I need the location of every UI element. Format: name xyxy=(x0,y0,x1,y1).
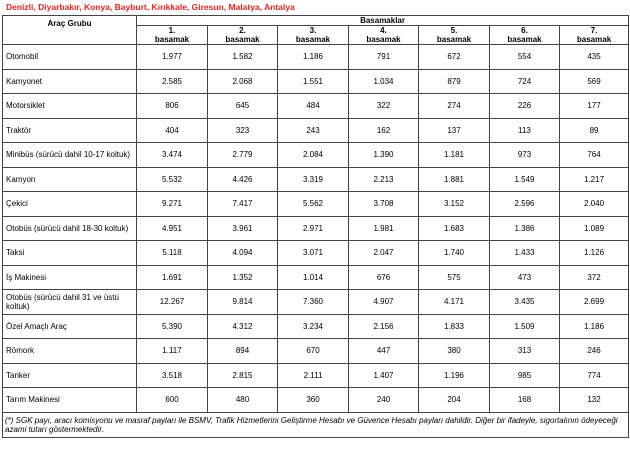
premium-value-cell: 724 xyxy=(490,69,560,94)
premium-value-cell: 322 xyxy=(349,94,419,119)
premium-value-cell: 774 xyxy=(560,363,629,388)
step-label: basamak xyxy=(295,35,331,44)
premium-value-cell: 670 xyxy=(278,339,349,364)
premium-value-cell: 2.084 xyxy=(278,143,349,168)
vehicle-group-cell: Motorsiklet xyxy=(3,94,137,119)
premium-value-cell: 1.881 xyxy=(419,167,490,192)
step-number: 3. xyxy=(309,26,317,35)
premium-value-cell: 132 xyxy=(560,388,629,413)
premium-value-cell: 1.740 xyxy=(419,241,490,266)
premium-value-cell: 323 xyxy=(208,118,278,143)
premium-value-cell: 1.509 xyxy=(490,314,560,339)
premium-value-cell: 3.474 xyxy=(137,143,208,168)
premium-value-cell: 5.118 xyxy=(137,241,208,266)
table-row xyxy=(3,216,629,241)
step-column-header xyxy=(419,26,490,45)
premium-value-cell: 177 xyxy=(560,94,629,119)
premium-value-cell: 3.152 xyxy=(419,192,490,217)
premium-value-cell: 3.518 xyxy=(137,363,208,388)
premium-value-cell: 2.068 xyxy=(208,69,278,94)
table-body xyxy=(3,45,629,413)
step-number: 7. xyxy=(590,26,598,35)
premium-value-cell: 1.089 xyxy=(560,216,629,241)
premium-value-cell: 3.071 xyxy=(278,241,349,266)
premium-value-cell: 1.014 xyxy=(278,265,349,290)
premium-value-cell: 1.549 xyxy=(490,167,560,192)
premium-value-cell: 404 xyxy=(137,118,208,143)
step-column-header xyxy=(137,26,208,45)
premium-value-cell: 3.708 xyxy=(349,192,419,217)
footnote: (*) SGK payı, aracı komisyonu ve masraf payları ile BSMV, Trafik Hizmetlerini Geliştirme Hesabı ve Güvence Hesabı payları dahildir. Diğer bir ifadeyle, sigortalının ödeyeceği azami tutarı göstermektedir. xyxy=(3,412,629,437)
table-row xyxy=(3,69,629,94)
vehicle-group-cell: Traktör xyxy=(3,118,137,143)
premium-value-cell: 7.360 xyxy=(278,290,349,315)
table-row xyxy=(3,94,629,119)
premium-value-cell: 2.047 xyxy=(349,241,419,266)
premium-value-cell: 554 xyxy=(490,45,560,70)
premium-value-cell: 9.271 xyxy=(137,192,208,217)
premium-value-cell: 1.186 xyxy=(278,45,349,70)
premium-value-cell: 676 xyxy=(349,265,419,290)
premium-value-cell: 4.907 xyxy=(349,290,419,315)
premium-value-cell: 162 xyxy=(349,118,419,143)
vehicle-group-cell: Taksi xyxy=(3,241,137,266)
premium-value-cell: 2.213 xyxy=(349,167,419,192)
table-row xyxy=(3,388,629,413)
premium-value-cell: 2.596 xyxy=(490,192,560,217)
premium-value-cell: 484 xyxy=(278,94,349,119)
premium-value-cell: 3.319 xyxy=(278,167,349,192)
premium-value-cell: 600 xyxy=(137,388,208,413)
premium-value-cell: 4.951 xyxy=(137,216,208,241)
premium-value-cell: 1.981 xyxy=(349,216,419,241)
vehicle-group-cell: Tanker xyxy=(3,363,137,388)
premium-value-cell: 360 xyxy=(278,388,349,413)
step-label: basamak xyxy=(576,35,612,44)
vehicle-group-cell: Çekici xyxy=(3,192,137,217)
premium-value-cell: 240 xyxy=(349,388,419,413)
step-column-header xyxy=(208,26,278,45)
table-row xyxy=(3,118,629,143)
vehicle-group-cell: İş Makinesi xyxy=(3,265,137,290)
premium-value-cell: 447 xyxy=(349,339,419,364)
vehicle-group-cell: Tarım Makinesi xyxy=(3,388,137,413)
tariff-table xyxy=(2,15,629,438)
premium-value-cell: 2.156 xyxy=(349,314,419,339)
step-number: 2. xyxy=(239,26,246,35)
premium-value-cell: 575 xyxy=(419,265,490,290)
vehicle-group-cell: Kamyonet xyxy=(3,69,137,94)
table-row xyxy=(3,314,629,339)
step-column-header xyxy=(490,26,560,45)
premium-value-cell: 973 xyxy=(490,143,560,168)
vehicle-group-cell: Kamyon xyxy=(3,167,137,192)
premium-value-cell: 1.683 xyxy=(419,216,490,241)
step-label: basamak xyxy=(225,35,260,44)
premium-value-cell: 89 xyxy=(560,118,629,143)
premium-value-cell: 806 xyxy=(137,94,208,119)
premium-value-cell: 1.390 xyxy=(349,143,419,168)
premium-value-cell: 2.585 xyxy=(137,69,208,94)
premium-value-cell: 1.181 xyxy=(419,143,490,168)
premium-value-cell: 1.582 xyxy=(208,45,278,70)
premium-value-cell: 985 xyxy=(490,363,560,388)
step-number: 5. xyxy=(450,26,458,35)
premium-value-cell: 1.352 xyxy=(208,265,278,290)
vehicle-group-cell: Özel Amaçlı Araç xyxy=(3,314,137,339)
premium-value-cell: 1.386 xyxy=(490,216,560,241)
table-row xyxy=(3,143,629,168)
step-column-header xyxy=(349,26,419,45)
table-row xyxy=(3,339,629,364)
premium-value-cell: 2.971 xyxy=(278,216,349,241)
vehicle-group-cell: Römork xyxy=(3,339,137,364)
premium-value-cell: 2.040 xyxy=(560,192,629,217)
page-title: Denizli, Diyarbakır, Konya, Bayburt, Kırıkkale, Giresun, Malatya, Antalya xyxy=(6,2,295,12)
premium-value-cell: 473 xyxy=(490,265,560,290)
steps-header: Basamaklar xyxy=(137,16,629,26)
premium-value-cell: 1.034 xyxy=(349,69,419,94)
table-row xyxy=(3,167,629,192)
premium-value-cell: 1.433 xyxy=(490,241,560,266)
premium-value-cell: 569 xyxy=(560,69,629,94)
premium-value-cell: 435 xyxy=(560,45,629,70)
premium-value-cell: 1.833 xyxy=(419,314,490,339)
step-column-header xyxy=(560,26,629,45)
premium-value-cell: 4.426 xyxy=(208,167,278,192)
premium-value-cell: 204 xyxy=(419,388,490,413)
vehicle-group-cell: Otobüs (sürücü dahil 31 ve üstü koltuk) xyxy=(3,290,137,315)
step-label: basamak xyxy=(366,35,401,44)
step-column-header xyxy=(278,26,349,45)
table-row xyxy=(3,45,629,70)
premium-value-cell: 3.234 xyxy=(278,314,349,339)
premium-value-cell: 645 xyxy=(208,94,278,119)
step-label: basamak xyxy=(507,35,542,44)
premium-value-cell: 1.126 xyxy=(560,241,629,266)
step-label: basamak xyxy=(154,35,190,44)
premium-value-cell: 1.551 xyxy=(278,69,349,94)
premium-value-cell: 1.691 xyxy=(137,265,208,290)
premium-value-cell: 2.815 xyxy=(208,363,278,388)
step-number: 4. xyxy=(380,26,387,35)
premium-value-cell: 1.407 xyxy=(349,363,419,388)
premium-value-cell: 2.699 xyxy=(560,290,629,315)
premium-value-cell: 5.562 xyxy=(278,192,349,217)
premium-value-cell: 7.417 xyxy=(208,192,278,217)
premium-value-cell: 9.814 xyxy=(208,290,278,315)
step-label: basamak xyxy=(436,35,472,44)
table-row xyxy=(3,265,629,290)
premium-value-cell: 3.961 xyxy=(208,216,278,241)
table-row xyxy=(3,192,629,217)
premium-value-cell: 791 xyxy=(349,45,419,70)
premium-value-cell: 764 xyxy=(560,143,629,168)
premium-value-cell: 113 xyxy=(490,118,560,143)
premium-value-cell: 137 xyxy=(419,118,490,143)
premium-value-cell: 12.267 xyxy=(137,290,208,315)
premium-value-cell: 5.532 xyxy=(137,167,208,192)
premium-value-cell: 372 xyxy=(560,265,629,290)
premium-value-cell: 1.186 xyxy=(560,314,629,339)
premium-value-cell: 246 xyxy=(560,339,629,364)
premium-value-cell: 1.217 xyxy=(560,167,629,192)
premium-value-cell: 879 xyxy=(419,69,490,94)
premium-value-cell: 5.390 xyxy=(137,314,208,339)
premium-value-cell: 168 xyxy=(490,388,560,413)
vehicle-group-cell: Otomobil xyxy=(3,45,137,70)
premium-value-cell: 226 xyxy=(490,94,560,119)
premium-value-cell: 3.435 xyxy=(490,290,560,315)
premium-value-cell: 894 xyxy=(208,339,278,364)
premium-value-cell: 4.094 xyxy=(208,241,278,266)
table-row xyxy=(3,363,629,388)
premium-value-cell: 2.111 xyxy=(278,363,349,388)
premium-value-cell: 672 xyxy=(419,45,490,70)
vehicle-group-header: Araç Grubu xyxy=(3,16,137,45)
premium-value-cell: 380 xyxy=(419,339,490,364)
premium-value-cell: 1.196 xyxy=(419,363,490,388)
premium-value-cell: 480 xyxy=(208,388,278,413)
premium-value-cell: 313 xyxy=(490,339,560,364)
premium-value-cell: 4.171 xyxy=(419,290,490,315)
premium-value-cell: 243 xyxy=(278,118,349,143)
table-row xyxy=(3,241,629,266)
premium-value-cell: 1.977 xyxy=(137,45,208,70)
vehicle-group-cell: Otobüs (sürücü dahil 18-30 koltuk) xyxy=(3,216,137,241)
premium-value-cell: 1.117 xyxy=(137,339,208,364)
step-number: 1. xyxy=(168,26,176,35)
vehicle-group-cell: Minibüs (sürücü dahil 10-17 koltuk) xyxy=(3,143,137,168)
premium-value-cell: 4.312 xyxy=(208,314,278,339)
table-row xyxy=(3,290,629,315)
premium-value-cell: 2.779 xyxy=(208,143,278,168)
step-number: 6. xyxy=(521,26,528,35)
premium-value-cell: 274 xyxy=(419,94,490,119)
